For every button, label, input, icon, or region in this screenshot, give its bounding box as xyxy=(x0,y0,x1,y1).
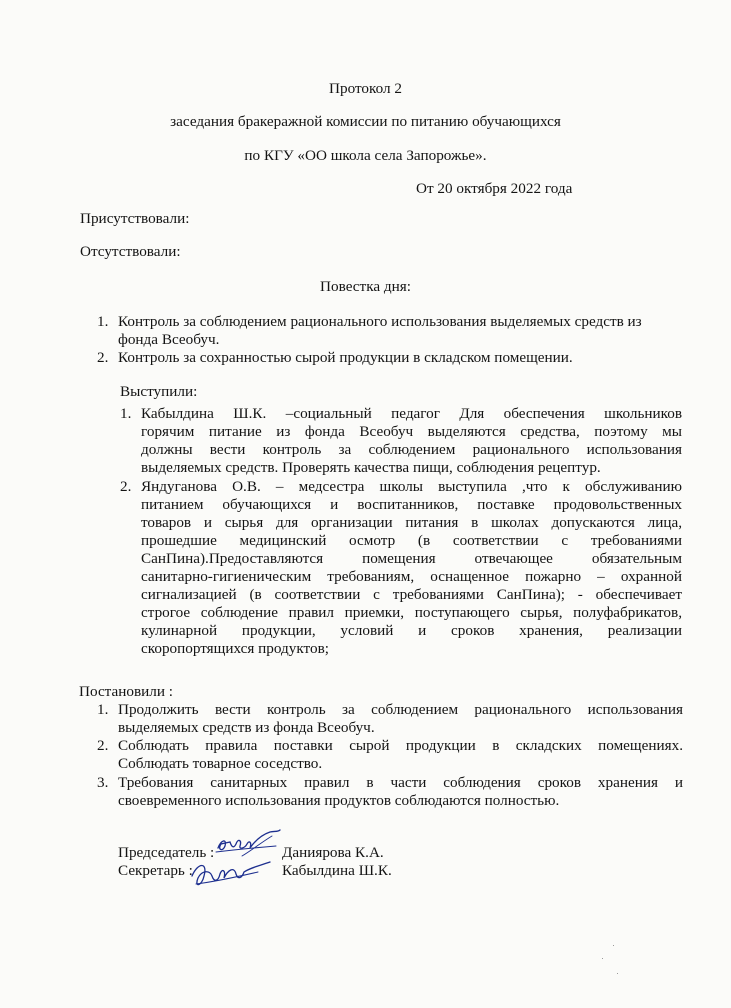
decision-number: 1. xyxy=(97,701,109,718)
speaker-line: питанием обучающихся и воспитанников, поставке продовольственных xyxy=(141,496,682,513)
absent-label: Отсутствовали: xyxy=(80,243,181,260)
speaker-line: выделяемых средств. Проверять качества пищи, соблюдения рецептур. xyxy=(141,459,601,476)
speaker-line: кулинарной продукции, условий и сроков хранения, реализации xyxy=(141,622,682,639)
agenda-item-line: Контроль за сохранностью сырой продукции в складском помещении. xyxy=(118,349,573,366)
agenda-title: Повестка дня: xyxy=(320,278,411,295)
decision-line: Требования санитарных правил в части соблюдения сроков хранения и xyxy=(118,774,683,791)
agenda-number: 1. xyxy=(97,313,109,330)
speaker-line: товаров и сырья для организации питания в школах допускаются лица, xyxy=(141,514,682,531)
document-subtitle-line2: по КГУ «ОО школа села Запорожье». xyxy=(244,147,487,164)
decision-number: 3. xyxy=(97,774,109,791)
secretary-label: Секретарь : xyxy=(118,862,193,879)
secretary-name: Кабылдина Ш.К. xyxy=(282,862,392,879)
speaker-number: 1. xyxy=(120,405,132,422)
speakers-label: Выступили: xyxy=(120,383,198,400)
chair-name: Даниярова К.А. xyxy=(282,844,384,861)
chair-label: Председатель : xyxy=(118,844,215,861)
scan-speck xyxy=(617,973,618,974)
speaker-line: Яндуганова О.В. – медсестра школы выступила ,что к обслуживанию xyxy=(141,478,682,495)
speaker-line: прошедшие медицинский осмотр (в соответствии с требованиями xyxy=(141,532,682,549)
document-date: От 20 октября 2022 года xyxy=(416,180,573,197)
agenda-item-line: фонда Всеобуч. xyxy=(118,331,220,348)
scan-speck xyxy=(613,945,614,946)
decision-line: Соблюдать товарное соседство. xyxy=(118,755,323,772)
agenda-number: 2. xyxy=(97,349,109,366)
decision-line: своевременного использования продуктов соблюдаются полностью. xyxy=(118,792,560,809)
agenda-item-line: Контроль за соблюдением рационального использования выделяемых средств из xyxy=(118,313,642,330)
speaker-line: горячим питание из фонда Всеобуч выделяются средства, поэтому мы xyxy=(141,423,682,440)
chair-signature xyxy=(212,826,286,862)
present-label: Присутствовали: xyxy=(80,210,190,227)
decision-number: 2. xyxy=(97,737,109,754)
document-title: Протокол 2 xyxy=(329,80,402,97)
decided-label: Постановили : xyxy=(79,683,173,700)
speaker-line: строгое соблюдение правил приемки, поступающего сырья, полуфабрикатов, xyxy=(141,604,682,621)
speaker-line: должны вести контроль за соблюдением рационального использования xyxy=(141,441,682,458)
document-subtitle-line1: заседания бракеражной комиссии по питанию обучающихся xyxy=(170,113,561,130)
speaker-number: 2. xyxy=(120,478,132,495)
speaker-line: СанПина).Предоставляются помещения отвечающее обязательным xyxy=(141,550,682,567)
speaker-line: санитарно-гигиеническим требованиям, оснащенное пожарно – охранной xyxy=(141,568,682,585)
secretary-signature xyxy=(188,858,274,892)
speaker-line: Кабылдина Ш.К. –социальный педагог Для обеспечения школьников xyxy=(141,405,682,422)
speaker-line: скоропортящихся продуктов; xyxy=(141,640,329,657)
speaker-line: сигнализацией (в соответствии с требованиями СанПина); - обеспечивает xyxy=(141,586,682,603)
scan-speck xyxy=(602,958,603,959)
decision-line: Продолжить вести контроль за соблюдением рационального использования xyxy=(118,701,683,718)
decision-line: выделяемых средств из фонда Всеобуч. xyxy=(118,719,375,736)
decision-line: Соблюдать правила поставки сырой продукции в складских помещениях. xyxy=(118,737,683,754)
